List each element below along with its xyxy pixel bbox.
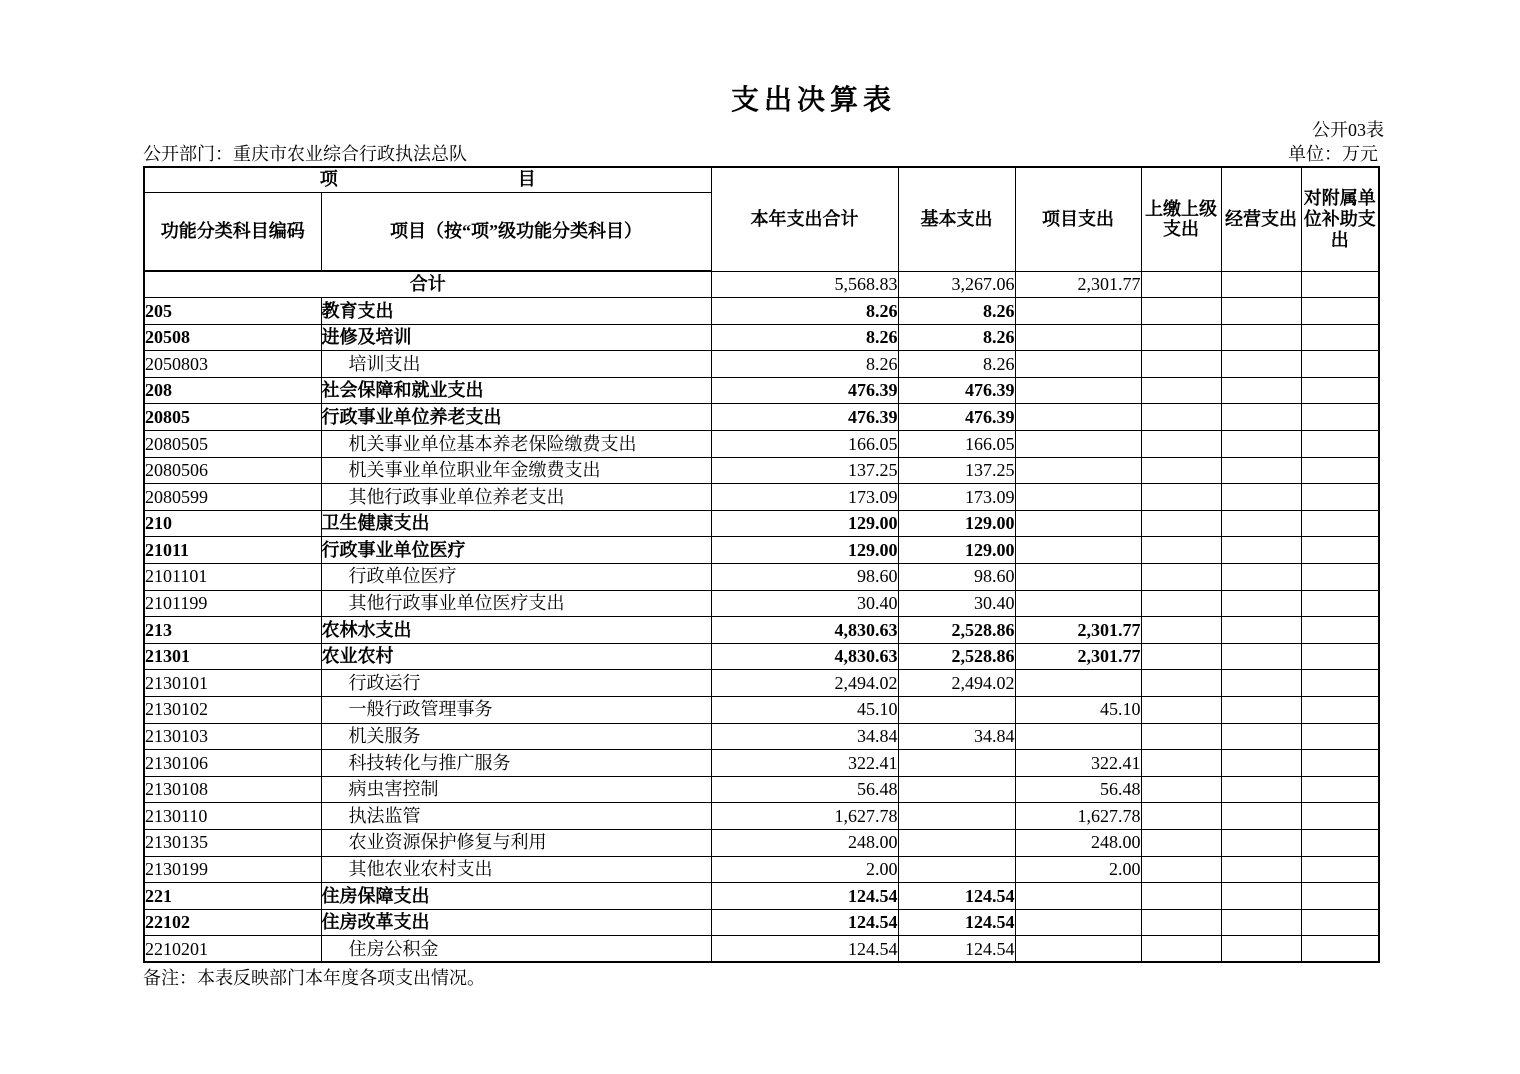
cell-operating bbox=[1221, 829, 1301, 856]
cell-total: 1,627.78 bbox=[711, 803, 898, 830]
cell-basic bbox=[898, 856, 1015, 883]
cell-turn-over bbox=[1141, 324, 1221, 351]
cell-turn-over bbox=[1141, 377, 1221, 404]
cell-basic: 137.25 bbox=[898, 457, 1015, 484]
cell-basic bbox=[898, 750, 1015, 777]
cell-turn-over bbox=[1141, 883, 1221, 910]
cell-item-name: 农业资源保护修复与利用 bbox=[321, 829, 711, 856]
table-row bbox=[144, 643, 1379, 670]
cell-subsidy bbox=[1301, 377, 1379, 404]
cell-code: 22102 bbox=[144, 909, 321, 936]
cell-subsidy bbox=[1301, 484, 1379, 511]
cell-operating bbox=[1221, 484, 1301, 511]
cell-item-name: 合计 bbox=[144, 271, 711, 298]
cell-code: 2050803 bbox=[144, 351, 321, 378]
table-row bbox=[144, 351, 1379, 378]
cell-total: 34.84 bbox=[711, 723, 898, 750]
cell-project: 45.10 bbox=[1015, 697, 1141, 724]
cell-item-name: 农林水支出 bbox=[321, 617, 711, 644]
cell-code: 21301 bbox=[144, 643, 321, 670]
table-row bbox=[144, 750, 1379, 777]
cell-total: 166.05 bbox=[711, 431, 898, 458]
cell-code: 205 bbox=[144, 298, 321, 325]
cell-turn-over bbox=[1141, 590, 1221, 617]
cell-subsidy bbox=[1301, 883, 1379, 910]
cell-total: 248.00 bbox=[711, 829, 898, 856]
cell-total: 8.26 bbox=[711, 351, 898, 378]
col-header-project: 项目支出 bbox=[1015, 167, 1141, 271]
cell-turn-over bbox=[1141, 723, 1221, 750]
cell-subsidy bbox=[1301, 298, 1379, 325]
cell-total: 5,568.83 bbox=[711, 271, 898, 298]
cell-item-name: 教育支出 bbox=[321, 298, 711, 325]
table-row bbox=[144, 590, 1379, 617]
table-row bbox=[144, 776, 1379, 803]
cell-operating bbox=[1221, 936, 1301, 963]
cell-operating bbox=[1221, 510, 1301, 537]
table-row bbox=[144, 909, 1379, 936]
cell-turn-over bbox=[1141, 803, 1221, 830]
cell-subsidy bbox=[1301, 590, 1379, 617]
cell-code: 2130110 bbox=[144, 803, 321, 830]
cell-operating bbox=[1221, 404, 1301, 431]
cell-item-name: 住房改革支出 bbox=[321, 909, 711, 936]
cell-subsidy bbox=[1301, 723, 1379, 750]
cell-total: 129.00 bbox=[711, 510, 898, 537]
cell-operating bbox=[1221, 324, 1301, 351]
cell-project: 2,301.77 bbox=[1015, 617, 1141, 644]
cell-code: 2130199 bbox=[144, 856, 321, 883]
cell-item-name: 病虫害控制 bbox=[321, 776, 711, 803]
cell-item-name: 住房公积金 bbox=[321, 936, 711, 963]
cell-project: 248.00 bbox=[1015, 829, 1141, 856]
cell-code: 2130102 bbox=[144, 697, 321, 724]
cell-operating bbox=[1221, 377, 1301, 404]
cell-subsidy bbox=[1301, 457, 1379, 484]
cell-operating bbox=[1221, 537, 1301, 564]
cell-basic: 3,267.06 bbox=[898, 271, 1015, 298]
cell-project bbox=[1015, 537, 1141, 564]
cell-project: 56.48 bbox=[1015, 776, 1141, 803]
table-body bbox=[144, 271, 1379, 962]
cell-basic: 8.26 bbox=[898, 324, 1015, 351]
cell-code: 2101199 bbox=[144, 590, 321, 617]
form-code-label: 公开03表 bbox=[1312, 120, 1384, 140]
cell-item-name: 社会保障和就业支出 bbox=[321, 377, 711, 404]
table-row bbox=[144, 883, 1379, 910]
cell-subsidy bbox=[1301, 324, 1379, 351]
cell-turn-over bbox=[1141, 670, 1221, 697]
table-row bbox=[144, 803, 1379, 830]
cell-operating bbox=[1221, 643, 1301, 670]
cell-basic: 124.54 bbox=[898, 883, 1015, 910]
cell-total: 173.09 bbox=[711, 484, 898, 511]
cell-total: 2,494.02 bbox=[711, 670, 898, 697]
cell-turn-over bbox=[1141, 909, 1221, 936]
cell-subsidy bbox=[1301, 697, 1379, 724]
cell-project bbox=[1015, 909, 1141, 936]
cell-basic: 166.05 bbox=[898, 431, 1015, 458]
table-row bbox=[144, 271, 1379, 298]
cell-total: 98.60 bbox=[711, 564, 898, 591]
cell-code: 221 bbox=[144, 883, 321, 910]
cell-project bbox=[1015, 351, 1141, 378]
cell-project bbox=[1015, 883, 1141, 910]
col-header-item: 项目（按“项”级功能分类科目） bbox=[321, 192, 711, 271]
cell-subsidy bbox=[1301, 351, 1379, 378]
expenditure-table bbox=[143, 166, 1380, 963]
table-row bbox=[144, 377, 1379, 404]
cell-turn-over bbox=[1141, 298, 1221, 325]
cell-item-name: 进修及培训 bbox=[321, 324, 711, 351]
cell-basic: 2,528.86 bbox=[898, 643, 1015, 670]
cell-code: 2130108 bbox=[144, 776, 321, 803]
cell-basic bbox=[898, 829, 1015, 856]
cell-code: 213 bbox=[144, 617, 321, 644]
cell-basic: 476.39 bbox=[898, 377, 1015, 404]
cell-item-name: 行政事业单位医疗 bbox=[321, 537, 711, 564]
cell-basic: 8.26 bbox=[898, 298, 1015, 325]
cell-operating bbox=[1221, 457, 1301, 484]
cell-turn-over bbox=[1141, 643, 1221, 670]
department-label: 公开部门：重庆市农业综合行政执法总队 bbox=[143, 144, 467, 164]
table-row bbox=[144, 431, 1379, 458]
cell-total: 137.25 bbox=[711, 457, 898, 484]
cell-total: 30.40 bbox=[711, 590, 898, 617]
cell-subsidy bbox=[1301, 803, 1379, 830]
cell-basic bbox=[898, 803, 1015, 830]
cell-project: 322.41 bbox=[1015, 750, 1141, 777]
cell-code: 2130106 bbox=[144, 750, 321, 777]
cell-operating bbox=[1221, 564, 1301, 591]
cell-item-name: 其他农业农村支出 bbox=[321, 856, 711, 883]
cell-basic: 129.00 bbox=[898, 537, 1015, 564]
cell-turn-over bbox=[1141, 404, 1221, 431]
cell-item-name: 行政运行 bbox=[321, 670, 711, 697]
cell-turn-over bbox=[1141, 564, 1221, 591]
cell-subsidy bbox=[1301, 909, 1379, 936]
cell-total: 4,830.63 bbox=[711, 617, 898, 644]
cell-subsidy bbox=[1301, 271, 1379, 298]
cell-subsidy bbox=[1301, 670, 1379, 697]
cell-code: 2130103 bbox=[144, 723, 321, 750]
cell-total: 2.00 bbox=[711, 856, 898, 883]
cell-subsidy bbox=[1301, 936, 1379, 963]
page-title: 支出决算表 bbox=[730, 84, 896, 115]
cell-project bbox=[1015, 298, 1141, 325]
header-row-group bbox=[144, 167, 1379, 192]
cell-code: 21011 bbox=[144, 537, 321, 564]
cell-item-name: 培训支出 bbox=[321, 351, 711, 378]
cell-subsidy bbox=[1301, 404, 1379, 431]
cell-project bbox=[1015, 377, 1141, 404]
cell-code: 208 bbox=[144, 377, 321, 404]
cell-subsidy bbox=[1301, 776, 1379, 803]
unit-label: 单位：万元 bbox=[1288, 144, 1378, 164]
cell-operating bbox=[1221, 723, 1301, 750]
table-row bbox=[144, 670, 1379, 697]
cell-operating bbox=[1221, 271, 1301, 298]
col-header-turn-over: 上缴上级支出 bbox=[1141, 167, 1221, 271]
cell-project: 1,627.78 bbox=[1015, 803, 1141, 830]
cell-code: 2130101 bbox=[144, 670, 321, 697]
item-group-header: 项 目 bbox=[144, 167, 711, 192]
cell-operating bbox=[1221, 883, 1301, 910]
cell-operating bbox=[1221, 590, 1301, 617]
cell-total: 124.54 bbox=[711, 936, 898, 963]
cell-operating bbox=[1221, 750, 1301, 777]
cell-basic: 124.54 bbox=[898, 909, 1015, 936]
cell-project bbox=[1015, 431, 1141, 458]
cell-item-name: 行政单位医疗 bbox=[321, 564, 711, 591]
cell-project: 2,301.77 bbox=[1015, 271, 1141, 298]
cell-subsidy bbox=[1301, 564, 1379, 591]
table-row bbox=[144, 484, 1379, 511]
cell-turn-over bbox=[1141, 829, 1221, 856]
cell-item-name: 一般行政管理事务 bbox=[321, 697, 711, 724]
cell-turn-over bbox=[1141, 271, 1221, 298]
table-row bbox=[144, 404, 1379, 431]
table-row bbox=[144, 537, 1379, 564]
cell-code: 2080599 bbox=[144, 484, 321, 511]
cell-turn-over bbox=[1141, 431, 1221, 458]
table-row bbox=[144, 723, 1379, 750]
cell-basic: 30.40 bbox=[898, 590, 1015, 617]
cell-operating bbox=[1221, 351, 1301, 378]
table-row bbox=[144, 510, 1379, 537]
col-header-code: 功能分类科目编码 bbox=[144, 192, 321, 271]
cell-basic: 124.54 bbox=[898, 936, 1015, 963]
cell-total: 129.00 bbox=[711, 537, 898, 564]
col-header-basic: 基本支出 bbox=[898, 167, 1015, 271]
cell-code: 2101101 bbox=[144, 564, 321, 591]
footnote: 备注：本表反映部门本年度各项支出情况。 bbox=[143, 968, 485, 988]
cell-item-name: 农业农村 bbox=[321, 643, 711, 670]
cell-subsidy bbox=[1301, 643, 1379, 670]
cell-total: 56.48 bbox=[711, 776, 898, 803]
cell-project bbox=[1015, 564, 1141, 591]
cell-item-name: 住房保障支出 bbox=[321, 883, 711, 910]
cell-subsidy bbox=[1301, 537, 1379, 564]
cell-project bbox=[1015, 324, 1141, 351]
cell-code: 2080505 bbox=[144, 431, 321, 458]
cell-project bbox=[1015, 404, 1141, 431]
cell-turn-over bbox=[1141, 351, 1221, 378]
cell-subsidy bbox=[1301, 431, 1379, 458]
cell-item-name: 执法监管 bbox=[321, 803, 711, 830]
col-header-operating: 经营支出 bbox=[1221, 167, 1301, 271]
meta-row bbox=[143, 140, 1378, 166]
cell-operating bbox=[1221, 298, 1301, 325]
cell-item-name: 其他行政事业单位养老支出 bbox=[321, 484, 711, 511]
cell-total: 45.10 bbox=[711, 697, 898, 724]
cell-item-name: 卫生健康支出 bbox=[321, 510, 711, 537]
cell-turn-over bbox=[1141, 750, 1221, 777]
cell-item-name: 科技转化与推广服务 bbox=[321, 750, 711, 777]
cell-operating bbox=[1221, 909, 1301, 936]
cell-code: 2130135 bbox=[144, 829, 321, 856]
cell-project bbox=[1015, 936, 1141, 963]
cell-subsidy bbox=[1301, 510, 1379, 537]
cell-total: 8.26 bbox=[711, 298, 898, 325]
col-header-subsidy: 对附属单位补助支出 bbox=[1301, 167, 1379, 271]
col-header-total: 本年支出合计 bbox=[711, 167, 898, 271]
cell-basic: 476.39 bbox=[898, 404, 1015, 431]
cell-code: 2080506 bbox=[144, 457, 321, 484]
cell-project bbox=[1015, 723, 1141, 750]
table-row bbox=[144, 617, 1379, 644]
cell-project bbox=[1015, 457, 1141, 484]
cell-total: 4,830.63 bbox=[711, 643, 898, 670]
table-row bbox=[144, 298, 1379, 325]
table-row bbox=[144, 856, 1379, 883]
cell-code: 210 bbox=[144, 510, 321, 537]
cell-turn-over bbox=[1141, 537, 1221, 564]
cell-basic: 2,528.86 bbox=[898, 617, 1015, 644]
cell-turn-over bbox=[1141, 697, 1221, 724]
cell-basic bbox=[898, 697, 1015, 724]
cell-basic: 98.60 bbox=[898, 564, 1015, 591]
cell-total: 8.26 bbox=[711, 324, 898, 351]
cell-basic bbox=[898, 776, 1015, 803]
cell-item-name: 机关事业单位基本养老保险缴费支出 bbox=[321, 431, 711, 458]
cell-operating bbox=[1221, 617, 1301, 644]
cell-operating bbox=[1221, 776, 1301, 803]
cell-turn-over bbox=[1141, 484, 1221, 511]
cell-project: 2.00 bbox=[1015, 856, 1141, 883]
cell-total: 124.54 bbox=[711, 909, 898, 936]
cell-operating bbox=[1221, 697, 1301, 724]
table-row bbox=[144, 564, 1379, 591]
cell-turn-over bbox=[1141, 617, 1221, 644]
cell-basic: 34.84 bbox=[898, 723, 1015, 750]
table-row bbox=[144, 936, 1379, 963]
cell-subsidy bbox=[1301, 829, 1379, 856]
cell-operating bbox=[1221, 803, 1301, 830]
table-row bbox=[144, 324, 1379, 351]
cell-turn-over bbox=[1141, 936, 1221, 963]
cell-code: 2210201 bbox=[144, 936, 321, 963]
cell-operating bbox=[1221, 856, 1301, 883]
cell-project bbox=[1015, 590, 1141, 617]
cell-basic: 129.00 bbox=[898, 510, 1015, 537]
cell-code: 20805 bbox=[144, 404, 321, 431]
cell-total: 322.41 bbox=[711, 750, 898, 777]
table-row bbox=[144, 829, 1379, 856]
cell-basic: 8.26 bbox=[898, 351, 1015, 378]
cell-operating bbox=[1221, 431, 1301, 458]
cell-item-name: 其他行政事业单位医疗支出 bbox=[321, 590, 711, 617]
cell-turn-over bbox=[1141, 457, 1221, 484]
cell-total: 476.39 bbox=[711, 377, 898, 404]
table-row bbox=[144, 697, 1379, 724]
cell-subsidy bbox=[1301, 856, 1379, 883]
cell-subsidy bbox=[1301, 750, 1379, 777]
cell-subsidy bbox=[1301, 617, 1379, 644]
cell-basic: 173.09 bbox=[898, 484, 1015, 511]
cell-total: 124.54 bbox=[711, 883, 898, 910]
cell-item-name: 行政事业单位养老支出 bbox=[321, 404, 711, 431]
cell-basic: 2,494.02 bbox=[898, 670, 1015, 697]
cell-item-name: 机关服务 bbox=[321, 723, 711, 750]
cell-total: 476.39 bbox=[711, 404, 898, 431]
cell-project bbox=[1015, 510, 1141, 537]
cell-item-name: 机关事业单位职业年金缴费支出 bbox=[321, 457, 711, 484]
cell-code: 20508 bbox=[144, 324, 321, 351]
cell-turn-over bbox=[1141, 776, 1221, 803]
cell-project bbox=[1015, 670, 1141, 697]
table-row bbox=[144, 457, 1379, 484]
cell-operating bbox=[1221, 670, 1301, 697]
cell-project bbox=[1015, 484, 1141, 511]
cell-project: 2,301.77 bbox=[1015, 643, 1141, 670]
cell-turn-over bbox=[1141, 856, 1221, 883]
cell-turn-over bbox=[1141, 510, 1221, 537]
